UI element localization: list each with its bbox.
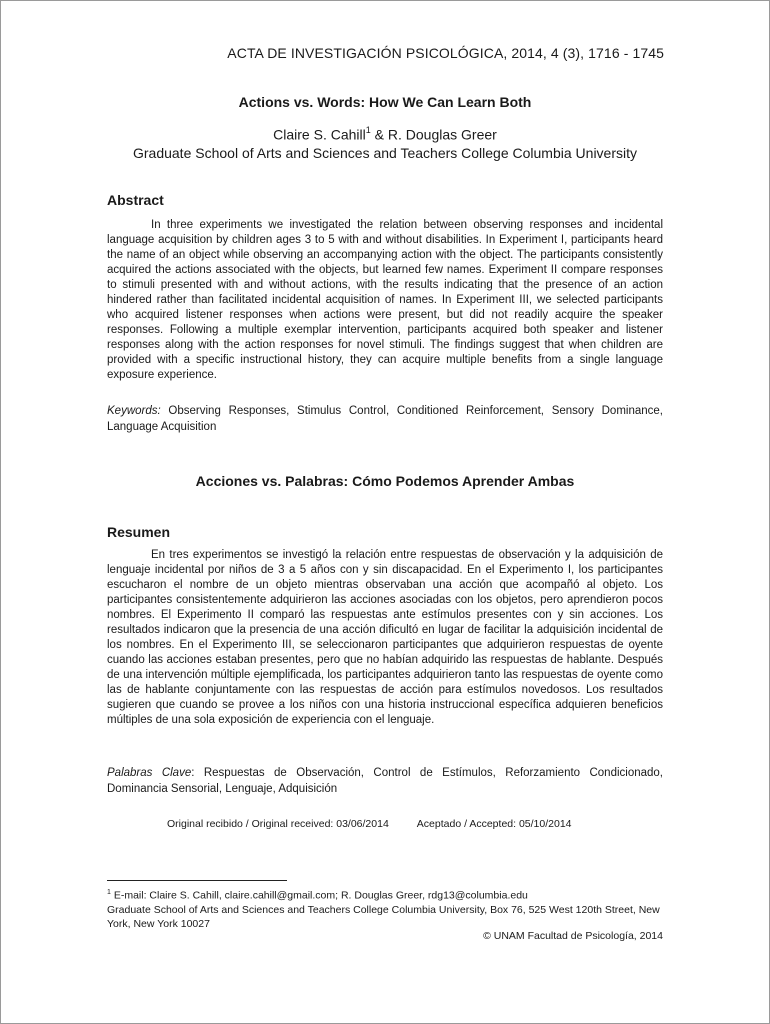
abstract-keywords [107,403,663,435]
authors-line [0,126,770,143]
author-footnote-mark: 1 [365,125,371,135]
footnote-rule [107,880,287,881]
paper-title-spanish: Acciones vs. Palabras: Cómo Podemos Aprender Ambas [195,473,575,489]
abstract-text: In three experiments we investigated the relation between observing responses and incidental language acquisition by children ages 3 to 5 with and without disabilities. In Experiment I, participants heard the name of an object while observing an accompanying action with the object. The participants consistently acquired the actions associated with the objects, but learned few names. Experiment II compare responses to stimuli presented with and without actions, with the results indicating that the presence of an action hindered rather than facilitated incidental acquisition of names. In Experiment III, we selected participants who acquired listener responses when actions were present, but did not readily acquire the speaker responses. Following a multiple exemplar intervention, participants acquired both speaker and listener responses along with the action responses for novel stimuli. The findings suggest that when children are provided with a specific instructional history, they can acquire multiple benefits from a single language exposure experience. [107,219,663,381]
resumen-keywords [107,765,663,797]
footnote-address: Graduate School of Arts and Sciences and Teachers College Columbia University, Box 76, 525 West 120th Street, New York, New York 10027 [107,903,660,930]
palabras-clave-label: Palabras Clave [107,767,192,779]
copyright: © UNAM Facultad de Psicología, 2014 [483,930,663,942]
palabras-clave-text: : Respuestas de Observación, Control de Estímulos, Reforzamiento Condicionado, Dominancia Sensorial, Lenguaje, Adquisición [107,767,664,795]
footnote [107,886,667,931]
received-date: Original recibido / Original received: 03/06/2014 [167,818,389,830]
affiliation: Graduate School of Arts and Sciences and Teachers College Columbia University [132,145,637,161]
keywords-label: Keywords: [107,405,161,417]
paper-title-english: Actions vs. Words: How We Can Learn Both [238,94,532,110]
abstract-heading: Abstract [107,192,164,208]
resumen-text: En tres experimentos se investigó la relación entre respuestas de observación y la adquisición de lenguaje incidental por niños de 3 a 5 años con y sin discapacidad. En el Experimento I, los participantes escucharon el nombre de un objeto mientras observaban una acción que acompañó al objeto. Los participantes consistentemente adquirieron las acciones asociadas con los objetos, pero aprendieron pocos nombres. El Experimento II comparó las respuestas ante estímulos presentes con y sin acciones. Los resultados indicaron que la presencia de una acción dificultó en lugar de facilitar la adquisición incidental de los nombres. En el Experimento III, se seleccionaron participantes que adquirieron respuestas de oyente cuando las acciones estaban presentes, pero que no habían adquirido las respuestas de hablante. Después de una intervención múltiple ejemplificada, los participantes adquirieron tanto las respuestas de oyente como las de hablante conjuntamente con las respuestas de acción para estímulos novedosos. Los resultados sugieren que cuando se provee a los niños con una historia instruccional específica adquieren beneficios múltiples de una sola exposición de experiencia con el lenguaje. [107,549,663,726]
resumen-body [107,548,663,728]
author-1: Claire S. Cahill [273,126,366,143]
keywords-text: Observing Responses, Stimulus Control, Conditioned Reinforcement, Sensory Dominance, Language Acquisition [107,405,663,433]
accepted-date: Aceptado / Accepted: 05/10/2014 [416,818,572,830]
abstract-body [107,218,663,383]
footnote-email: E-mail: Claire S. Cahill, claire.cahill@gmail.com; R. Douglas Greer, rdg13@columbia.edu [110,889,528,902]
journal-header: ACTA DE INVESTIGACIÓN PSICOLÓGICA, 2014, 4 (3), 1716 - 1745 [227,45,664,61]
resumen-heading: Resumen [107,524,171,540]
author-2: & R. Douglas Greer [370,126,497,143]
submission-dates [167,818,572,830]
footnote-mark: 1 [107,889,111,896]
